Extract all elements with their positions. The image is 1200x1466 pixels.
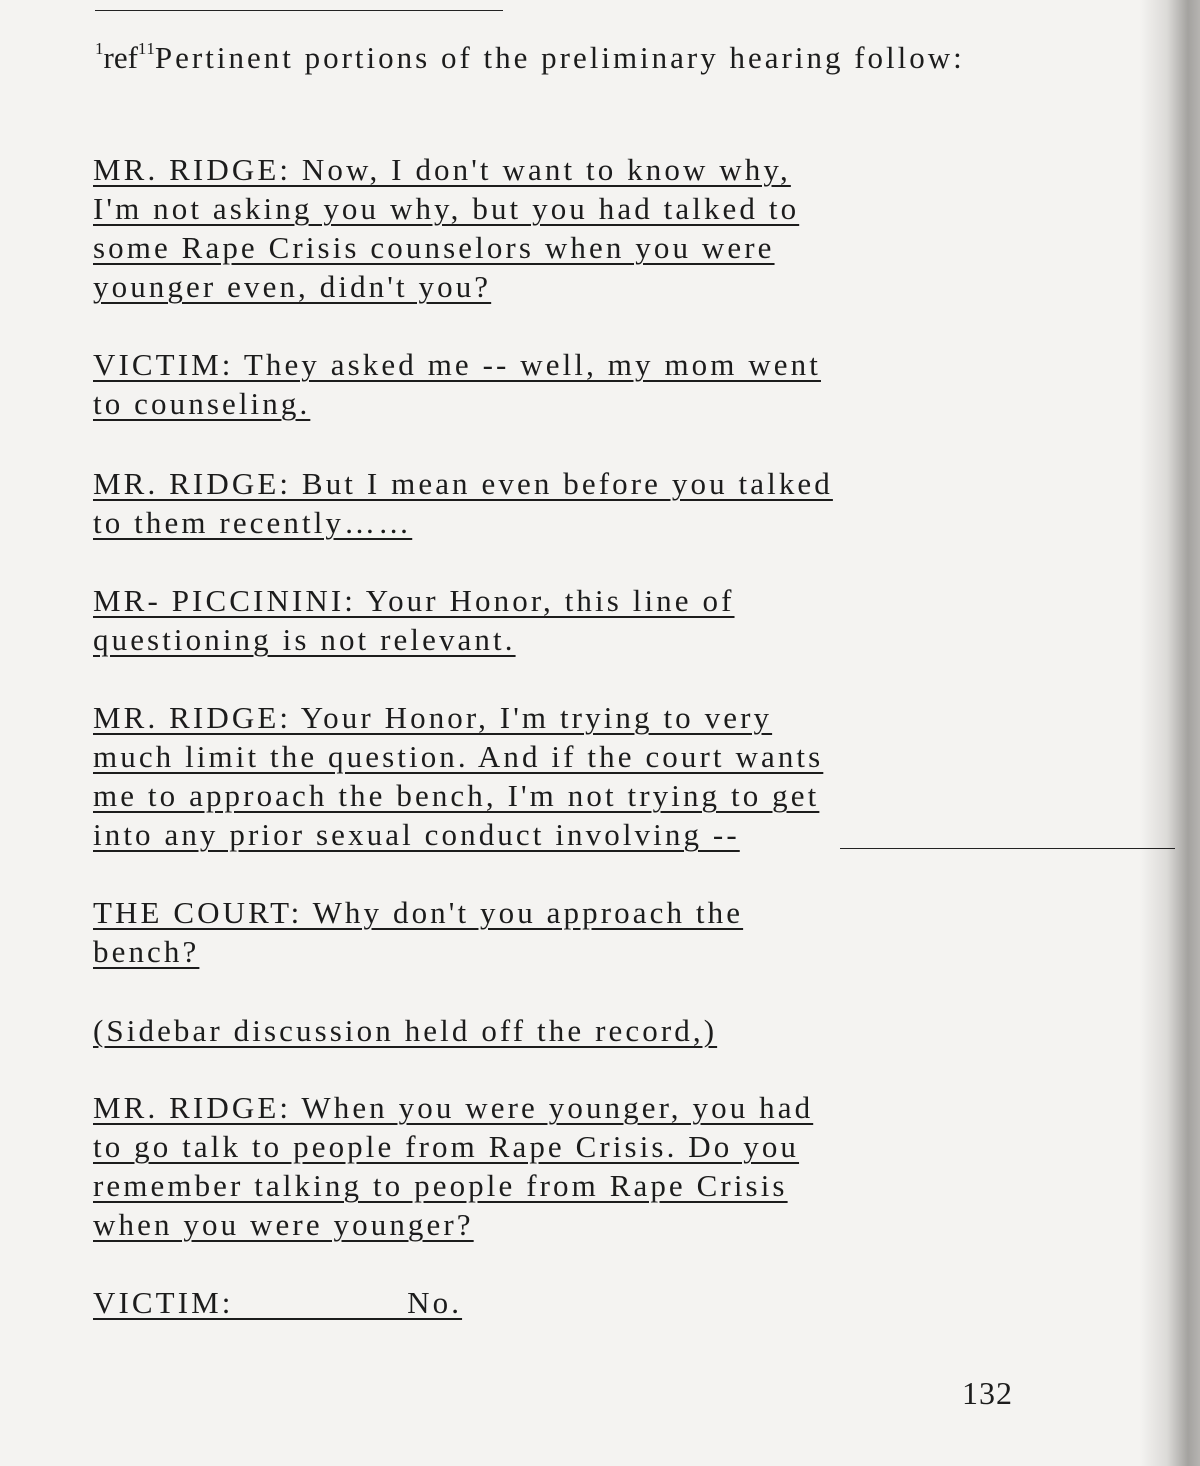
transcript-paragraph	[93, 1011, 913, 1050]
footnote-marker: 1	[95, 39, 104, 58]
transcript-text: MR. RIDGE: But I mean even before you talked to them recently……	[93, 466, 833, 540]
transcript-paragraph	[93, 1283, 993, 1322]
transcript-text: (Sidebar discussion held off the record,)	[93, 1013, 718, 1048]
transcript-paragraph	[93, 150, 993, 306]
transcript-text: MR. RIDGE: When you were younger, you had to go talk to people from Rape Crisis. Do you remember talking to people from Rape Crisis when you were younger?	[93, 1090, 814, 1242]
footnote-intro-text: Pertinent portions of the preliminary hearing follow:	[154, 40, 965, 75]
transcript-paragraph	[93, 1088, 993, 1244]
transcript-paragraph	[93, 581, 933, 659]
transcript-text: MR. RIDGE: Your Honor, I'm trying to very much limit the question. And if the court wants me to approach the bench, I'm not trying to get into any prior sexual conduct involving --	[93, 700, 824, 852]
footnote-ref: ref	[103, 40, 138, 75]
footnote-marker-2: 1	[146, 39, 155, 58]
horizontal-rule	[840, 848, 1175, 849]
transcript-paragraph	[93, 893, 913, 971]
footnote-ref-sup: 1	[137, 39, 147, 58]
transcript-text: MR- PICCININI: Your Honor, this line of questioning is not relevant.	[93, 583, 735, 657]
transcript-text: MR. RIDGE: Now, I don't want to know why, I'm not asking you why, but you had talked to some Rape Crisis counselors when you were younger even, didn't you?	[93, 152, 800, 304]
binding-shadow	[1140, 0, 1200, 1466]
footnote-separator	[95, 10, 503, 11]
transcript-text: THE COURT: Why don't you approach the bench?	[93, 895, 744, 969]
transcript-paragraph	[93, 345, 1003, 423]
transcript-text: VICTIM: They asked me -- well, my mom went to counseling.	[93, 347, 821, 421]
transcript-paragraph	[93, 464, 1023, 542]
page-number: 132	[962, 1375, 1013, 1411]
transcript-text: VICTIM: No.	[93, 1285, 463, 1320]
transcript-paragraph	[93, 698, 1023, 854]
footnote-intro	[95, 30, 975, 77]
